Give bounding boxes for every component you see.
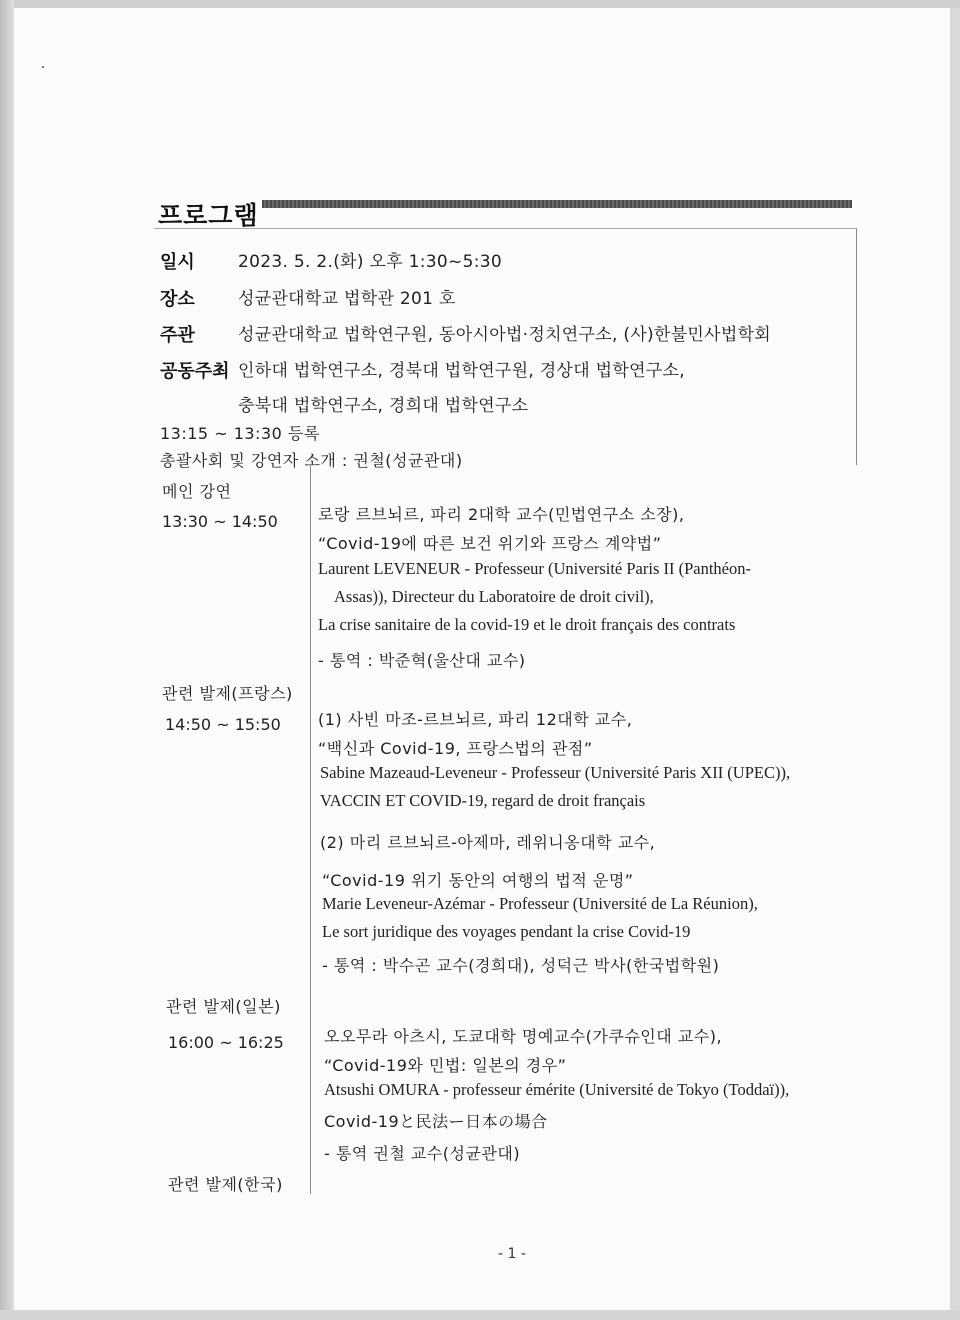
scan-edge-bottom <box>0 1310 960 1320</box>
scan-speck <box>42 66 44 68</box>
title-rule <box>262 200 852 208</box>
main-line-4: Assas)), Directeur du Laboratoire de droit civil), <box>334 587 654 606</box>
japan-line-2: “Covid-19와 민법: 일본의 경우” <box>324 1056 567 1075</box>
page-title: 프로그램 <box>158 201 259 230</box>
info-label-place: 장소 <box>160 289 195 310</box>
main-line-1: 로랑 르브뇌르, 파리 2대학 교수(민법연구소 소장), <box>318 505 685 524</box>
opening-line: 총괄사회 및 강연자 소개 : 권철(성균관대) <box>160 451 463 470</box>
section-label-main: 메인 강연 <box>162 482 232 501</box>
info-value-cohost: 인하대 법학연구소, 경북대 법학연구원, 경상대 법학연구소, <box>238 361 685 381</box>
schedule-divider <box>310 466 311 1194</box>
france-line-1: (1) 사빈 마조-르브뇌르, 파리 12대학 교수, <box>318 710 633 729</box>
scan-edge-left <box>0 0 14 1320</box>
info-value-host: 성균관대학교 법학연구원, 동아시아법·정치연구소, (사)한불민사법학회 <box>238 325 772 345</box>
info-label-cohost: 공동주최 <box>160 361 230 382</box>
main-line-2: “Covid-19에 따른 보건 위기와 프랑스 계약법” <box>318 534 662 553</box>
section-time-main: 13:30 ~ 14:50 <box>162 512 278 531</box>
france-line-4: VACCIN ET COVID-19, regard de droit français <box>320 791 646 810</box>
main-line-5: La crise sanitaire de la covid-19 et le droit français des contrats <box>318 615 736 634</box>
info-label-host: 주관 <box>160 325 195 346</box>
japan-line-3: Atsushi OMURA - professeur émérite (Université de Tokyo (Toddaï)), <box>324 1080 790 1099</box>
registration-line: 13:15 ~ 13:30 등록 <box>160 424 320 443</box>
japan-line-4: Covid-19と民法ー日本の場合 <box>324 1112 548 1131</box>
japan-line-1: 오오무라 아츠시, 도쿄대학 명예교수(가쿠슈인대 교수), <box>324 1027 723 1046</box>
france-line-2: “백신과 Covid-19, 프랑스법의 관점” <box>318 739 593 758</box>
scan-edge-top <box>0 0 960 8</box>
info-label-date: 일시 <box>160 252 195 273</box>
section-label-france: 관련 발제(프랑스) <box>162 684 293 703</box>
france-line-5: (2) 마리 르브뇌르-아제마, 레위니옹대학 교수, <box>320 833 656 852</box>
france-line-3: Sabine Mazeaud-Leveneur - Professeur (Université Paris XII (UPEC)), <box>320 763 791 782</box>
france-line-7: Marie Leveneur-Azémar - Professeur (Université de La Réunion), <box>322 894 758 913</box>
france-line-8: Le sort juridique des voyages pendant la crise Covid-19 <box>322 922 691 941</box>
france-line-9: - 통역 : 박수곤 교수(경희대), 성덕근 박사(한국법학원) <box>322 956 720 975</box>
info-value-date: 2023. 5. 2.(화) 오후 1:30~5:30 <box>238 252 502 272</box>
section-time-japan: 16:00 ~ 16:25 <box>168 1033 284 1052</box>
page-number: - 1 - <box>498 1246 526 1262</box>
main-line-3: Laurent LEVENEUR - Professeur (Université Paris II (Panthéon- <box>318 559 752 578</box>
info-value-place: 성균관대학교 법학관 201 호 <box>238 289 456 309</box>
main-line-6: - 통역 : 박준혁(울산대 교수) <box>318 651 526 670</box>
section-label-korea: 관련 발제(한국) <box>168 1175 283 1194</box>
section-time-france: 14:50 ~ 15:50 <box>165 715 281 734</box>
france-line-6: “Covid-19 위기 동안의 여행의 법적 운명” <box>322 871 634 890</box>
japan-line-5: - 통역 권철 교수(성균관대) <box>324 1144 521 1163</box>
info-value-cohost-2: 충북대 법학연구소, 경희대 법학연구소 <box>238 396 529 416</box>
section-label-japan: 관련 발제(일본) <box>166 997 281 1016</box>
